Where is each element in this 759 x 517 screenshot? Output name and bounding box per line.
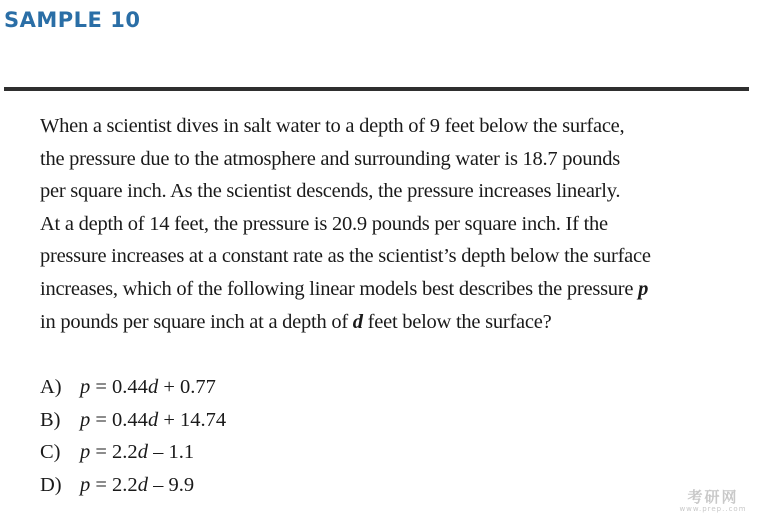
choice-letter: A) [40, 376, 62, 398]
choice-letter: D) [40, 473, 62, 496]
watermark-logo [673, 489, 753, 513]
choice-rest: – 1.1 [147, 441, 195, 464]
choice-var: d [137, 473, 148, 496]
choice-lhs: p [80, 408, 91, 431]
variable-p: p [638, 277, 649, 300]
question-line-text: in pounds per square inch at a depth of [40, 310, 348, 333]
watermark-top-text: 考研网 [687, 488, 739, 506]
answer-choice-b[interactable] [40, 404, 226, 437]
question-line: When a scientist dives in salt water to a depth of 9 feet below the surface, [40, 115, 625, 137]
choice-lhs: p [80, 473, 91, 496]
question-line: the pressure due to the atmosphere and surrounding water is 18.7 pounds [40, 147, 621, 170]
choice-lhs: p [80, 441, 91, 464]
question-text [40, 110, 752, 338]
answer-choice-c[interactable] [40, 436, 226, 469]
choice-mid: = 2.2 [90, 473, 138, 496]
choice-expression [80, 371, 216, 404]
question-line: At a depth of 14 feet, the pressure is 20.9 pounds per square inch. If the [40, 212, 608, 235]
choice-mid: = 2.2 [90, 441, 138, 464]
choice-rest: + 0.77 [158, 376, 216, 398]
sample-title: SAMPLE 10 [4, 8, 141, 32]
choice-var: d [147, 408, 159, 431]
choice-expression [80, 404, 226, 437]
answer-choices [40, 371, 226, 501]
choice-mid: = 0.44 [90, 408, 148, 431]
divider-rule [4, 87, 749, 91]
choice-expression [80, 436, 194, 469]
choice-letter: C) [40, 441, 61, 464]
question-line [40, 306, 752, 339]
choice-var: d [137, 441, 148, 464]
question-line-text: increases, which of the following linear models best describes the pressure [40, 277, 634, 300]
question-line-text: feet below the surface? [367, 310, 552, 333]
choice-expression [80, 469, 194, 502]
question-line [40, 273, 752, 306]
answer-choice-a[interactable] [40, 371, 226, 404]
choice-rest: – 9.9 [147, 473, 195, 496]
question-line: per square inch. As the scientist descends, the pressure increases linearly. [40, 180, 621, 203]
choice-mid: = 0.44 [90, 376, 148, 398]
choice-rest: + 14.74 [158, 408, 227, 431]
variable-d: d [352, 310, 363, 333]
answer-choice-d[interactable] [40, 469, 226, 502]
watermark-bottom-text: www.prep..com [679, 505, 747, 513]
question-line: pressure increases at a constant rate as the scientist’s depth below the surface [40, 245, 651, 268]
choice-letter: B) [40, 408, 61, 431]
choice-var: d [147, 376, 159, 398]
choice-lhs: p [80, 376, 91, 398]
